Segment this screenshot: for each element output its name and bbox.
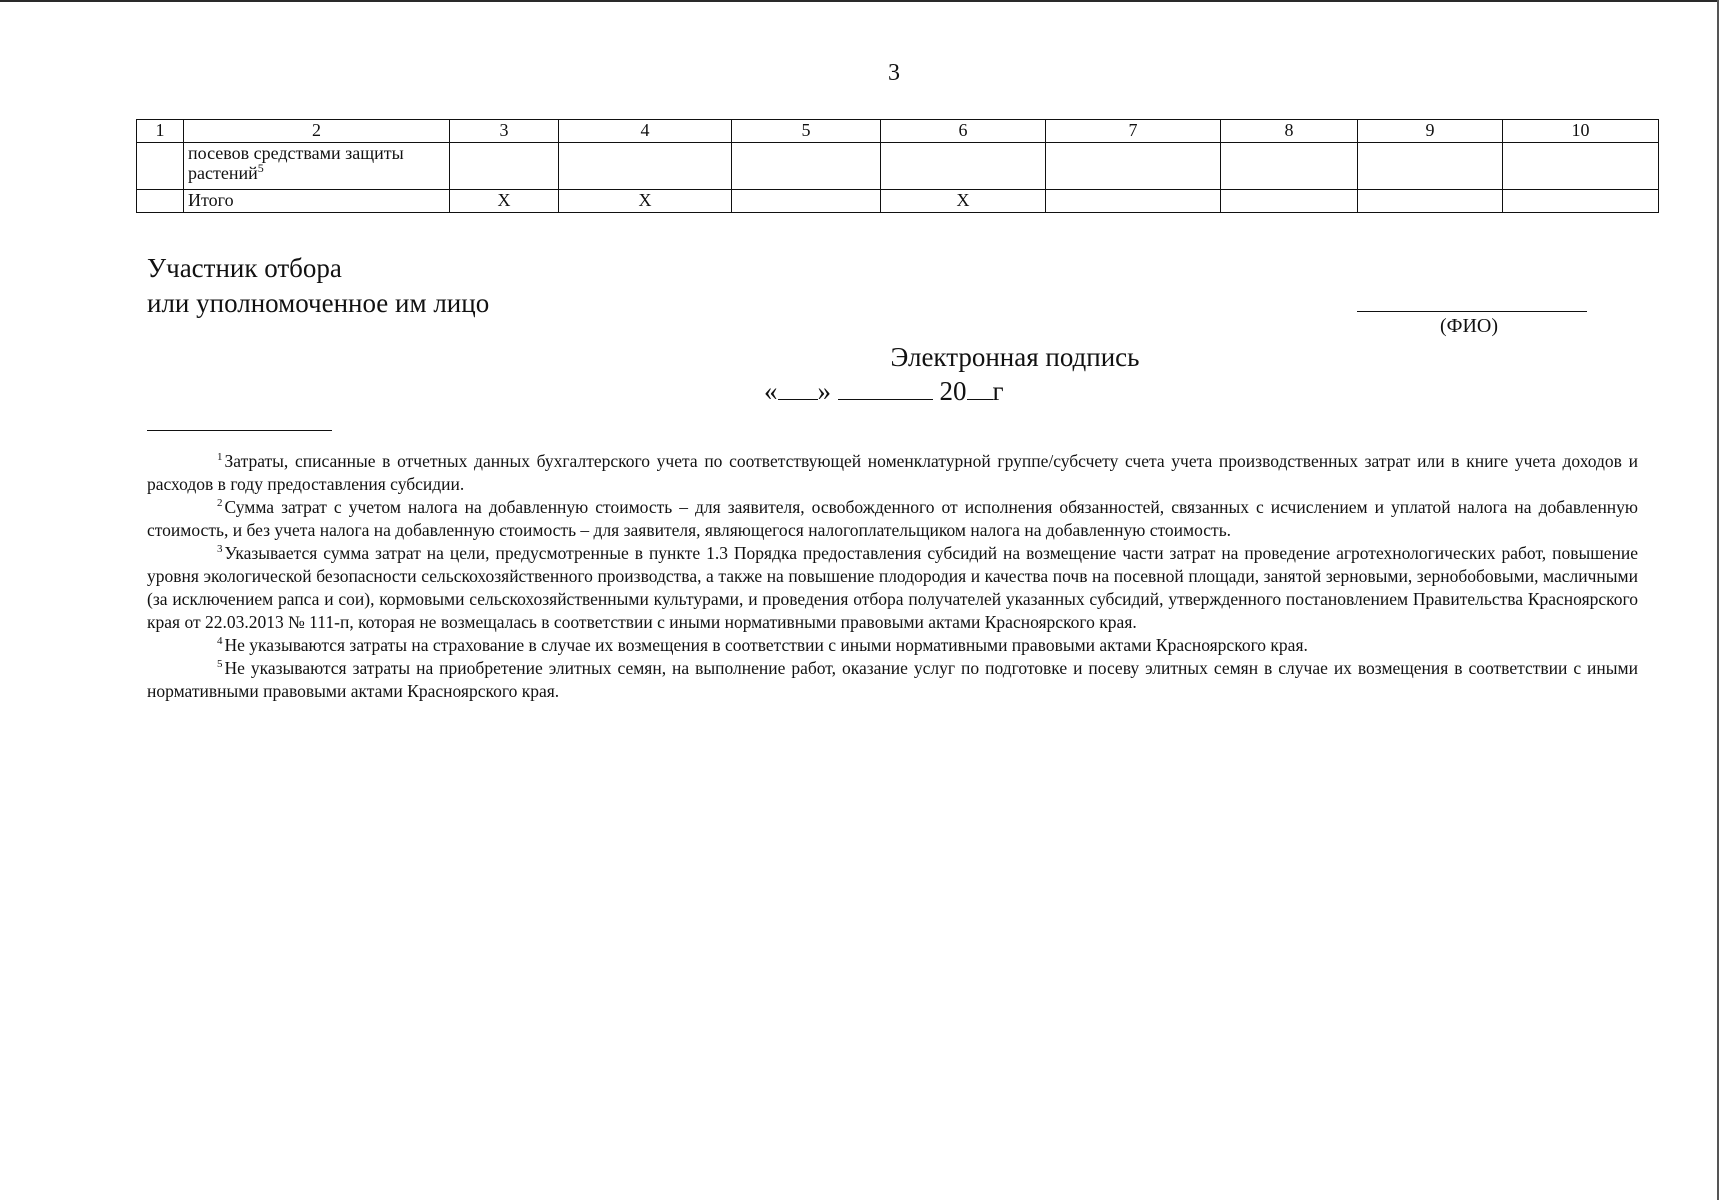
table-cell [1503, 190, 1659, 213]
day-blank [778, 377, 818, 400]
table-cell [1046, 143, 1221, 190]
row-label: посевов средствами защиты растений [188, 143, 404, 183]
table-cell [559, 143, 732, 190]
table-cell [1358, 143, 1503, 190]
footnotes-block [147, 450, 1638, 703]
electronic-signature-block [700, 340, 1330, 408]
row-label-cell [184, 143, 450, 190]
table-cell [1046, 190, 1221, 213]
table-cell [137, 190, 184, 213]
header-cell: 4 [559, 120, 732, 143]
footnote [147, 634, 1638, 657]
header-cell: 5 [732, 120, 881, 143]
footnote-mark: 4 [217, 635, 223, 648]
table-cell [732, 190, 881, 213]
table-cell [1221, 143, 1358, 190]
table-header-row [137, 120, 1659, 143]
date-close-quote: » [817, 376, 831, 406]
table-cell [1221, 190, 1358, 213]
month-blank [838, 377, 933, 400]
footnote [147, 657, 1638, 703]
signer-line-2: или уполномоченное им лицо [147, 288, 490, 318]
footnote-text: Не указываются затраты на приобретение элитных семян, на выполнение работ, оказание услуг по подготовке и посеву элитных семян в случае их возмещения в соответствии с иными нормативными правовыми актами Красноярского края. [147, 658, 1638, 701]
header-cell: 10 [1503, 120, 1659, 143]
footnote [147, 496, 1638, 542]
table-row [137, 143, 1659, 190]
table-cell: Х [881, 190, 1046, 213]
table-cell [450, 143, 559, 190]
table-cell [732, 143, 881, 190]
header-cell: 8 [1221, 120, 1358, 143]
signature-date-line [700, 374, 1330, 408]
fio-signature-line [1357, 311, 1587, 312]
footnote-text: Указывается сумма затрат на цели, предусмотренные в пункте 1.3 Порядка предоставления субсидий на возмещение части затрат на проведение агротехнологических работ, повышение уровня экологической безопасности сельскохозяйственного производства, а также на повышение плодородия и качества почв на посевной площади, занятой зерновыми, зернобобовыми, масличными (за исключением рапса и сои), кормовыми сельскохозяйственными культурами, и проведения отбора получателей указанных субсидий, утвержденного постановлением Правительства Красноярского края от 22.03.2013 № 111-п, которая не возмещалась в соответствии с иными нормативными правовыми актами Красноярского края. [147, 543, 1638, 632]
table-cell: Х [559, 190, 732, 213]
header-cell: 6 [881, 120, 1046, 143]
footnote-mark: 5 [217, 658, 223, 671]
table-cell [881, 143, 1046, 190]
row-label-cell [184, 190, 450, 213]
header-cell: 1 [137, 120, 184, 143]
footnote-text: Не указываются затраты на страхование в случае их возмещения в соответствии с иными нормативными правовыми актами Красноярского края. [224, 635, 1308, 655]
footnote-ref: 5 [257, 161, 264, 175]
year-suffix: г [992, 376, 1004, 406]
page-number: 3 [888, 60, 900, 86]
date-open-quote: « [764, 376, 778, 406]
header-cell: 2 [184, 120, 450, 143]
footnote [147, 542, 1638, 634]
signer-line-1: Участник отбора [147, 253, 342, 283]
footnote-separator [147, 430, 332, 431]
row-label: Итого [188, 190, 234, 210]
table-total-row [137, 190, 1659, 213]
footnote [147, 450, 1638, 496]
electronic-signature-title: Электронная подпись [890, 342, 1140, 372]
table-cell [137, 143, 184, 190]
page-top-edge [0, 0, 1719, 2]
fio-label: (ФИО) [1440, 315, 1499, 337]
footnote-mark: 3 [217, 543, 223, 556]
footnote-mark: 2 [217, 497, 223, 510]
footnote-text: Затраты, списанные в отчетных данных бухгалтерского учета по соответствующей номенклатурной группе/субсчету счета учета производственных затрат или в книге учета доходов и расходов в году предоставления субсидии. [147, 451, 1638, 494]
table-cell [1503, 143, 1659, 190]
table-cell: Х [450, 190, 559, 213]
year-blank [967, 377, 993, 400]
header-cell: 7 [1046, 120, 1221, 143]
cost-table [136, 119, 1659, 213]
signer-block [147, 251, 489, 321]
year-prefix: 20 [939, 376, 967, 406]
header-cell: 3 [450, 120, 559, 143]
footnote-mark: 1 [217, 451, 223, 464]
footnote-text: Сумма затрат с учетом налога на добавленную стоимость – для заявителя, освобожденного от исполнения обязанностей, связанных с исчислением и уплатой налога на добавленную стоимость, и без учета налога на добавленную стоимость – для заявителя, являющегося налогоплательщиком налога на добавленную стоимость. [147, 497, 1638, 540]
table-cell [1358, 190, 1503, 213]
header-cell: 9 [1358, 120, 1503, 143]
